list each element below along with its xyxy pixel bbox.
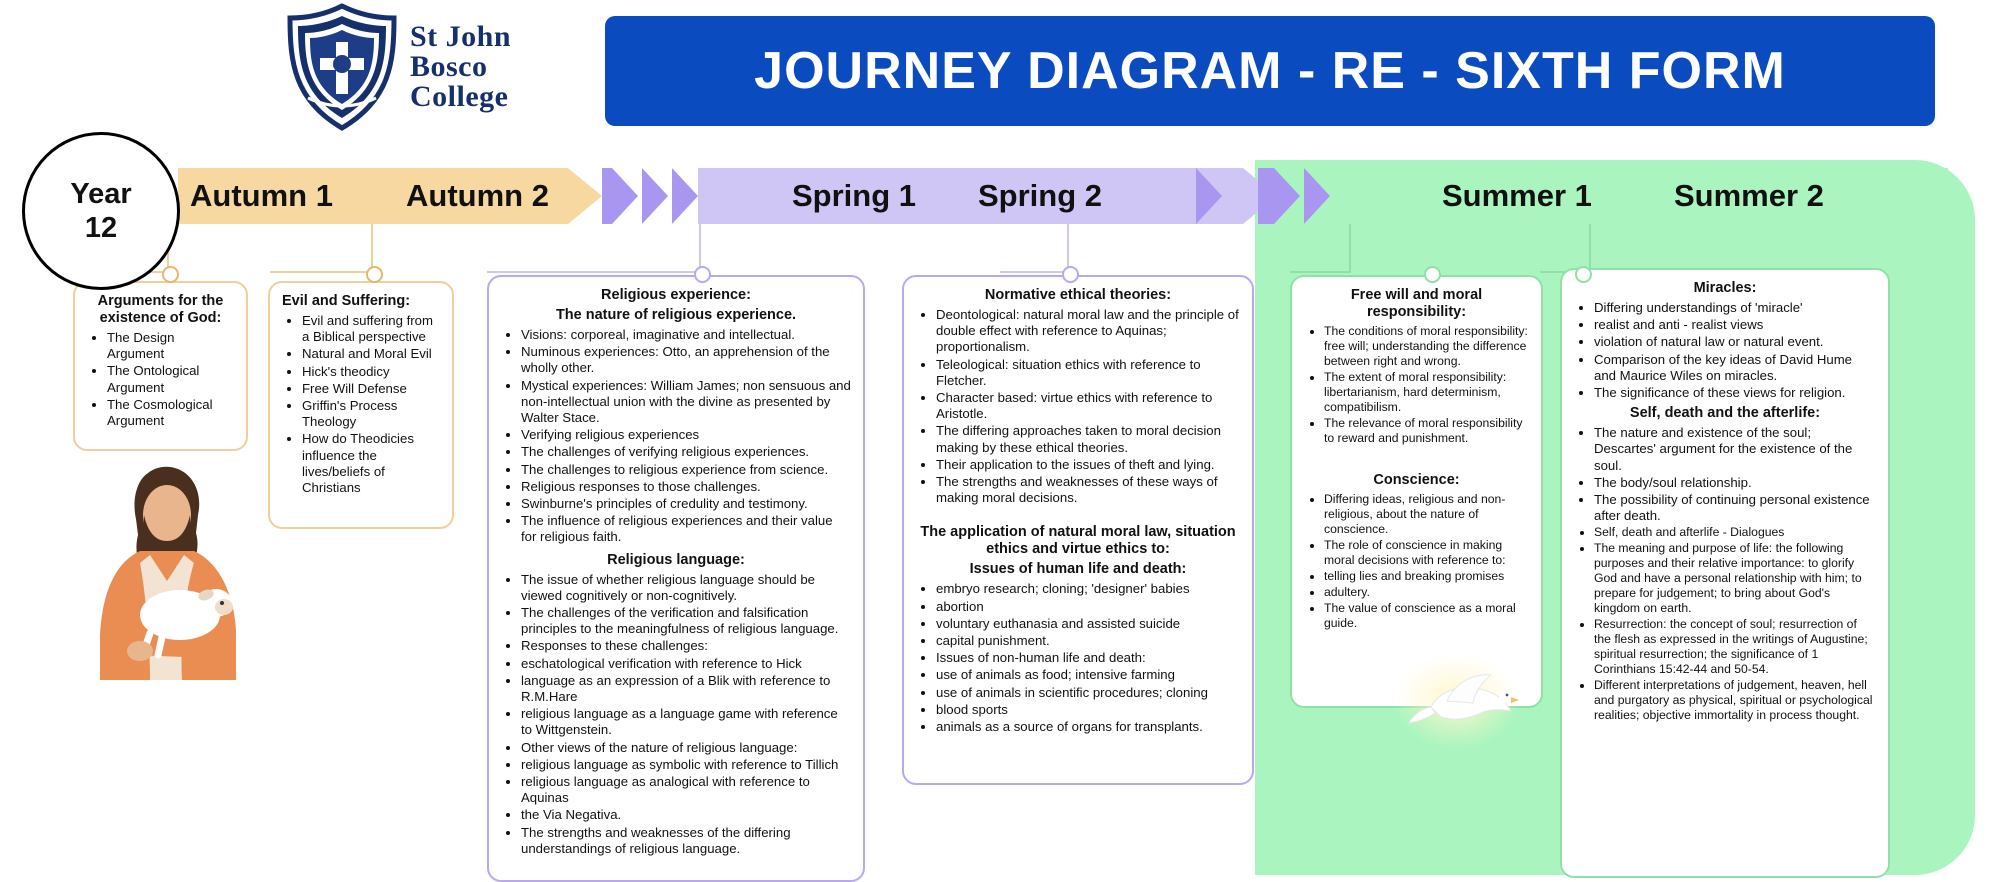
term-label-summer-1[interactable]: Summer 1 (1442, 178, 1592, 213)
spring-chevron-3 (672, 168, 698, 224)
term-label-summer-2[interactable]: Summer 2 (1674, 178, 1824, 213)
list-item: • Free Will Defense (302, 381, 440, 397)
card-spring-1-heading-3: Religious language: (607, 551, 745, 568)
spring-chevron-band (602, 168, 612, 224)
term-label-autumn-2[interactable]: Autumn 2 (406, 178, 549, 213)
list-item: • religious language as a language game with reference to Wittgenstein. (521, 706, 851, 738)
list-item: • Swinburne's principles of credulity and testimony. (521, 496, 851, 512)
list-item: • Other views of the nature of religious language: (521, 740, 851, 756)
list-item: • The Cosmological Argument (107, 397, 234, 429)
list-item: • Visions: corporeal, imaginative and intellectual. (521, 327, 851, 343)
card-autumn-1-list (87, 330, 234, 429)
list-item: • Different interpretations of judgement, heaven, hell and purgatory as physical, spiritual or psychological realities; objective immortality in process thought. (1594, 678, 1876, 723)
list-item: • The Design Argument (107, 330, 234, 362)
term-ribbon (178, 168, 1948, 224)
list-item: • Religious responses to those challenges. (521, 479, 851, 495)
list-item: • use of animals in scientific procedures; cloning (936, 685, 1240, 701)
list-item: • use of animals as food; intensive farming (936, 667, 1240, 683)
page-title-banner (605, 16, 1935, 126)
list-item: • The issue of whether religious language should be viewed cognitively or non-cognitively. (521, 572, 851, 604)
school-name-line-1: St John (410, 20, 512, 53)
page-title: JOURNEY DIAGRAM - RE - SIXTH FORM (754, 42, 1786, 100)
list-item: • voluntary euthanasia and assisted suicide (936, 616, 1240, 632)
list-item: • language as an expression of a Blik with reference to R.M.Hare (521, 673, 851, 705)
spring-chevron-1 (612, 168, 638, 224)
list-item: • Teleological: situation ethics with reference to Fletcher. (936, 357, 1240, 389)
summer-transition-band (1258, 168, 1274, 224)
card-autumn-2-heading: Evil and Suffering: (282, 293, 411, 309)
school-crest-shield-icon (282, 2, 402, 132)
list-item: • religious language as symbolic with reference to Tillich (521, 757, 851, 773)
card-spring-1-list-2 (501, 572, 851, 857)
card-summer-1-heading-1: Free will and moral responsibility: (1350, 287, 1483, 320)
card-spring-1-list-1 (501, 327, 851, 546)
card-summer-2[interactable] (1560, 268, 1890, 878)
list-item: • abortion (936, 599, 1240, 615)
connector-dot-autumn-2 (366, 266, 383, 283)
list-item: • adultery. (1324, 585, 1529, 600)
term-label-spring-1[interactable]: Spring 1 (792, 178, 917, 213)
list-item: • eschatological verification with reference to Hick (521, 656, 851, 672)
list-item: • The relevance of moral responsibility to reward and punishment. (1324, 416, 1529, 446)
year-badge (22, 132, 180, 290)
list-item: • The challenges of the verification and falsification principles to the meaningfulness of religious language. (521, 605, 851, 637)
list-item: • Differing ideas, religious and non-religious, about the nature of conscience. (1324, 492, 1529, 537)
list-item: • The body/soul relationship. (1594, 475, 1876, 491)
list-item: • Resurrection: the concept of soul; resurrection of the flesh as expressed in the writings of Augustine; spiritual resurrection; the significance of 1 Corinthians 15:42-44 and 50-54. (1594, 617, 1876, 677)
card-summer-1-heading-2: Conscience: (1373, 472, 1460, 488)
school-name (410, 22, 511, 112)
connector-dot-spring-2 (1062, 266, 1079, 283)
list-item: • capital punishment. (936, 633, 1240, 649)
connector-dot-summer-2 (1575, 266, 1592, 283)
list-item: • Deontological: natural moral law and the principle of double effect with reference to Aquinas; proportionalism. (936, 307, 1240, 356)
list-item: • telling lies and breaking promises (1324, 569, 1529, 584)
list-item: • The challenges of verifying religious experiences. (521, 444, 851, 460)
list-item: • Comparison of the key ideas of David Hume and Maurice Wiles on miracles. (1594, 352, 1876, 384)
card-spring-2-heading-2: The application of natural moral law, situation ethics and virtue ethics to: (920, 524, 1236, 558)
list-item: • Numinous experiences: Otto, an apprehension of the wholly other. (521, 344, 851, 376)
connector-dot-summer-1 (1424, 266, 1441, 283)
spring-chevron-2 (642, 168, 668, 224)
list-item: • The strengths and weaknesses of the differing understandings of religious language. (521, 825, 851, 857)
year-badge-label: Year (70, 178, 132, 210)
list-item: • religious language as analogical with reference to Aquinas (521, 774, 851, 806)
card-spring-2-heading-3: Issues of human life and death: (969, 561, 1187, 578)
list-item: • Responses to these challenges: (521, 638, 851, 654)
list-item: • The conditions of moral responsibility: free will; understanding the difference between right and wrong. (1324, 324, 1529, 369)
list-item: • animals as a source of organs for transplants. (936, 719, 1240, 735)
card-spring-2-list-1 (916, 307, 1240, 506)
list-item: • Griffin's Process Theology (302, 398, 440, 430)
page-header (0, 0, 2000, 140)
list-item: • Natural and Moral Evil (302, 346, 440, 362)
card-summer-1-list-1 (1304, 324, 1529, 446)
list-item: • Issues of non-human life and death: (936, 650, 1240, 666)
card-spring-1-heading-1: Religious experience: (601, 287, 751, 303)
card-spring-2-heading-1: Normative ethical theories: (984, 287, 1172, 303)
summer-chevron-1 (1196, 168, 1222, 224)
holy-spirit-dove-illustration (1395, 645, 1525, 755)
list-item: • realist and anti - realist views (1594, 317, 1876, 333)
card-summer-1-list-2 (1304, 492, 1529, 631)
card-autumn-2-list (282, 313, 440, 496)
list-item: • The possibility of continuing personal existence after death. (1594, 492, 1876, 524)
list-item: • Hick's theodicy (302, 364, 440, 380)
card-summer-2-list-2 (1574, 425, 1876, 723)
list-item: • embryo research; cloning; 'designer' babies (936, 581, 1240, 597)
card-summer-2-heading-2: Self, death and the afterlife: (1629, 405, 1821, 422)
card-spring-1-heading-2: The nature of religious experience. (555, 307, 797, 323)
school-logo (282, 2, 582, 132)
card-summer-2-heading-1: Miracles: (1693, 280, 1757, 296)
list-item: • the Via Negativa. (521, 807, 851, 823)
list-item: • The challenges to religious experience from science. (521, 462, 851, 478)
card-autumn-1-heading: Arguments for the existence of God: (97, 293, 224, 326)
list-item: • The meaning and purpose of life: the following purposes and their relative importance: to glorify God and have a personal relationship with him; to prepare for judgement; to bring about God's kingdom on earth. (1594, 541, 1876, 616)
list-item: • The influence of religious experiences and their value for religious faith. (521, 513, 851, 545)
list-item: • The value of conscience as a moral guide. (1324, 601, 1529, 631)
term-label-autumn-1[interactable]: Autumn 1 (190, 178, 333, 213)
list-item: • Character based: virtue ethics with reference to Aristotle. (936, 390, 1240, 422)
list-item: • violation of natural law or natural event. (1594, 334, 1876, 350)
card-spring-2[interactable] (902, 275, 1254, 785)
summer-chevron-3 (1304, 168, 1330, 224)
school-name-line-2: Bosco (410, 50, 488, 83)
card-summer-2-list-1 (1574, 300, 1876, 401)
list-item: • Evil and suffering from a Biblical perspective (302, 313, 440, 345)
list-item: • The nature and existence of the soul; Descartes' argument for the existence of the soul. (1594, 425, 1876, 474)
list-item: • Mystical experiences: William James; non sensuous and non-intellectual union with the divine as presented by Walter Stace. (521, 378, 851, 427)
list-item: • The extent of moral responsibility: libertarianism, hard determinism, compatibilism. (1324, 370, 1529, 415)
card-summer-1[interactable] (1290, 275, 1543, 708)
list-item: • Their application to the issues of theft and lying. (936, 457, 1240, 473)
list-item: • Differing understandings of 'miracle' (1594, 300, 1876, 316)
list-item: • The Ontological Argument (107, 363, 234, 395)
year-badge-value: 12 (84, 212, 118, 244)
summer-band (1330, 168, 1948, 224)
connector-dot-spring-1 (694, 266, 711, 283)
autumn-arrow-tip (568, 168, 602, 224)
card-autumn-2[interactable] (268, 281, 454, 529)
card-spring-1[interactable] (487, 275, 865, 882)
summer-chevron-2 (1274, 168, 1300, 224)
card-autumn-1[interactable] (73, 281, 248, 451)
good-shepherd-illustration (88, 455, 248, 680)
list-item: • The strengths and weaknesses of these ways of making moral decisions. (936, 474, 1240, 506)
list-item: • The differing approaches taken to moral decision making by these ethical theories. (936, 423, 1240, 455)
term-label-spring-2[interactable]: Spring 2 (978, 178, 1103, 213)
school-name-line-3: College (410, 80, 509, 113)
spring-band (698, 168, 1243, 224)
list-item: • The role of conscience in making moral decisions with reference to: (1324, 538, 1529, 568)
list-item: • The significance of these views for religion. (1594, 385, 1876, 401)
list-item: • How do Theodicies influence the lives/beliefs of Christians (302, 431, 440, 496)
list-item: • Verifying religious experiences (521, 427, 851, 443)
list-item: • Self, death and afterlife - Dialogues (1594, 525, 1876, 540)
connector-dot-autumn-1 (162, 266, 179, 283)
list-item: • blood sports (936, 702, 1240, 718)
card-spring-2-list-2 (916, 581, 1240, 735)
